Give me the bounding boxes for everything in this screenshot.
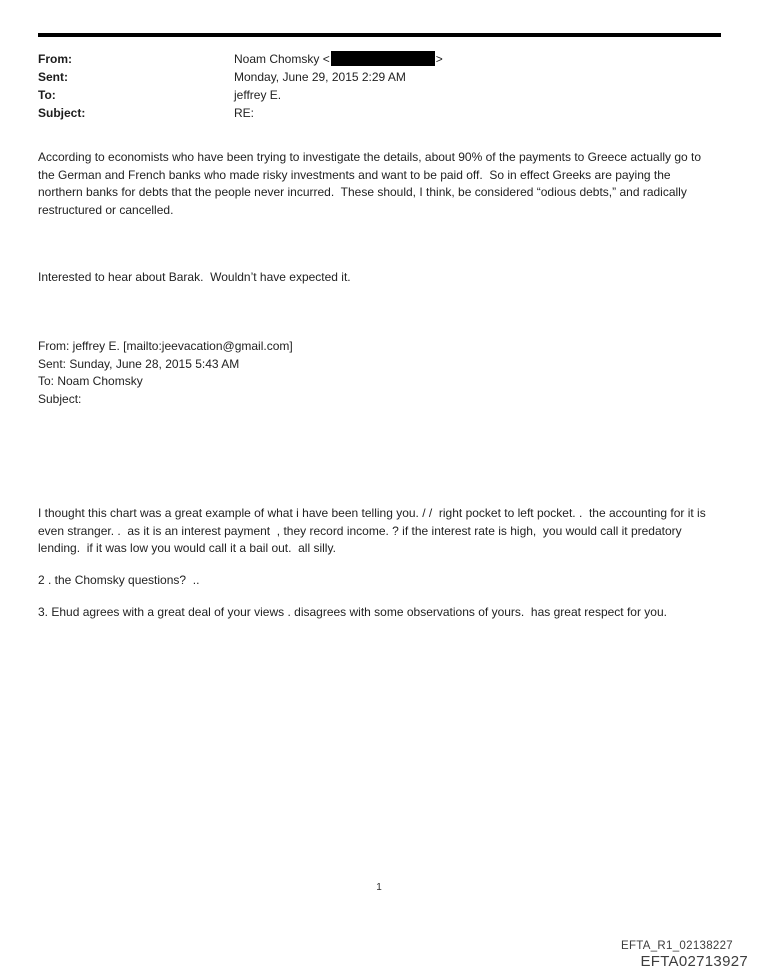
from-label: From:: [38, 52, 72, 66]
header-row-from: [38, 50, 728, 68]
quoted-email-header-block: [38, 338, 716, 408]
body-paragraph-odious-debts: According to economists who have been trying to investigate the details, about 90% of the payments to Greece actually go to the German and French banks who made risky investments and want to be paid off. So in effect Greeks are paying the northern banks for debts that the people never incurred. These should, I think, be considered “odious debts,” and radically restructured or cancelled.: [38, 150, 705, 217]
quoted-item-chomsky-questions: 2 . the Chomsky questions? ..: [38, 573, 200, 587]
page-number: 1: [376, 882, 382, 893]
header-row-subject: [38, 104, 728, 122]
quoted-to-line: To: Noam Chomsky: [38, 374, 143, 388]
redacted-email-address: [331, 51, 435, 66]
to-label: To:: [38, 88, 56, 102]
bates-stamp-line1: EFTA_R1_02138227: [621, 940, 733, 952]
quoted-subject-line: Subject:: [38, 391, 82, 406]
quoted-sent-line: Sent: Sunday, June 28, 2015 5:43 AM: [38, 356, 240, 371]
from-value: [234, 50, 728, 68]
quoted-item-ehud: 3. Ehud agrees with a great deal of your views . disagrees with some observations of yours. has great respect for you.: [38, 605, 667, 619]
sent-value: Monday, June 29, 2015 2:29 AM: [234, 70, 406, 84]
body-paragraph-barak: Interested to hear about Barak. Wouldn’t have expected it.: [38, 270, 351, 284]
header-row-to: [38, 86, 728, 104]
quoted-from-line: From: jeffrey E. [mailto:jeevacation@gmail.com]: [38, 339, 293, 353]
from-value-prefix: Noam Chomsky <: [234, 52, 330, 66]
header-top-rule: [38, 33, 721, 37]
email-header-block: [38, 50, 728, 122]
sent-label: Sent:: [38, 70, 68, 84]
subject-label: Subject:: [38, 106, 86, 120]
to-value: jeffrey E.: [234, 88, 282, 102]
subject-value: RE:: [234, 106, 255, 120]
quoted-paragraph-chart: I thought this chart was a great example of what i have been telling you. / / right pocket to left pocket. . the accounting for it is even stranger. . as it is an interest payment , they record income. ? if the interest rate is high, you would call it predatory lending. if it was low you would call it a bail out. all silly.: [38, 506, 710, 555]
from-value-suffix: >: [435, 52, 443, 66]
bates-stamp-line2: EFTA02713927: [640, 953, 748, 970]
header-row-sent: [38, 68, 728, 86]
